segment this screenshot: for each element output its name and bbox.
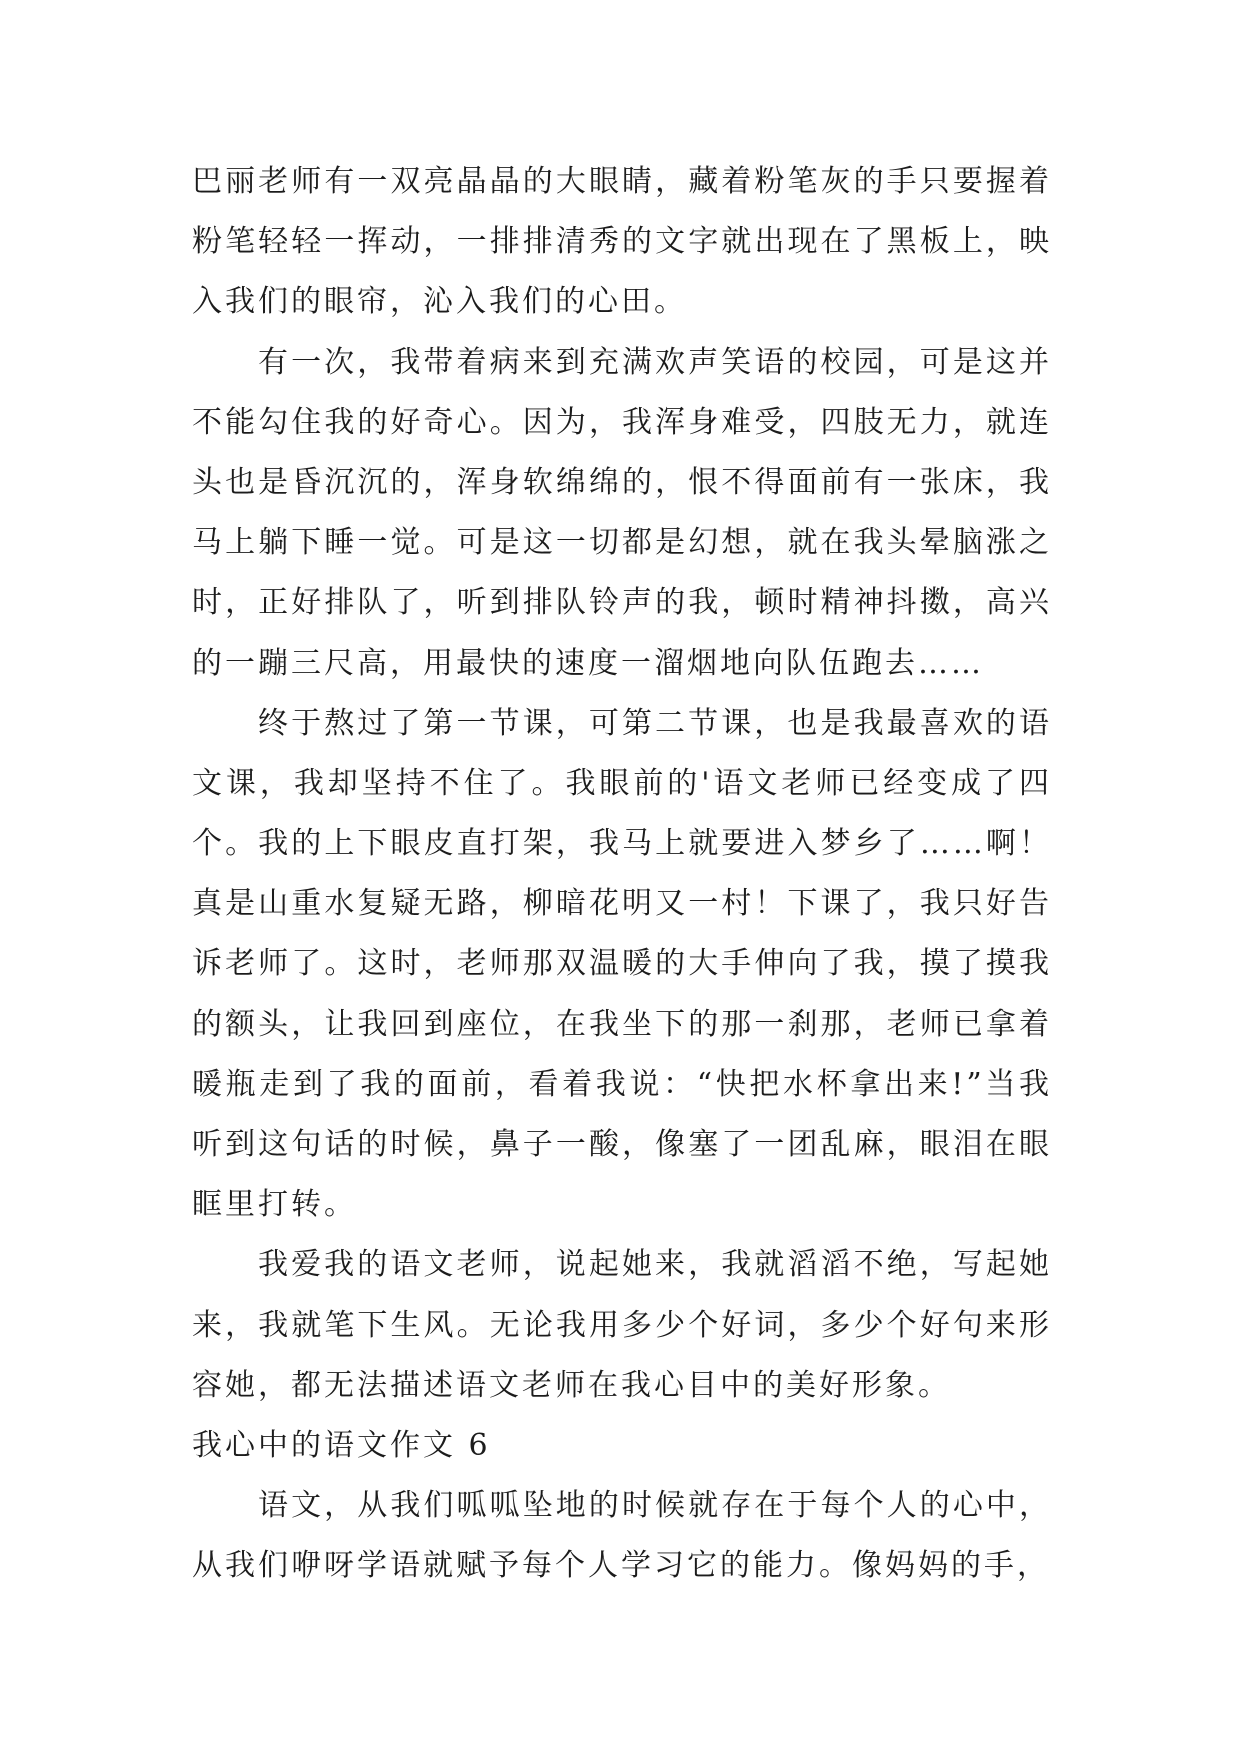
text-line: 粉笔轻轻一挥动，一排排清秀的文字就出现在了黑板上，映 [192, 224, 1052, 260]
document-body [192, 152, 1072, 1597]
text-line: 马上躺下睡一觉。可是这一切都是幻想，就在我头晕脑涨之 [192, 525, 1052, 561]
text-line: 容她，都无法描述语文老师在我心目中的美好形象。 [192, 1367, 951, 1403]
text-line: 入我们的眼帘，沁入我们的心田。 [192, 284, 687, 320]
text-line: 时，正好排队了，听到排队铃声的我，顿时精神抖擞，高兴 [192, 585, 1052, 621]
text-line: 的一蹦三尺高，用最快的速度一溜烟地向队伍跑去…… [192, 645, 984, 681]
text-line: 我爱我的语文老师，说起她来，我就滔滔不绝，写起她 [258, 1247, 1052, 1283]
heading-text: 我心中的语文作文 6 [192, 1427, 491, 1463]
text-line: 有一次，我带着病来到充满欢声笑语的校园，可是这并 [258, 344, 1052, 380]
paragraph [192, 152, 1072, 333]
paragraph [192, 333, 1072, 694]
text-line: 语文，从我们呱呱坠地的时候就存在于每个人的心中， [258, 1488, 1052, 1524]
text-line: 文课，我却坚持不住了。我眼前的'语文老师已经变成了四 [192, 765, 1052, 801]
text-line: 巴丽老师有一双亮晶晶的大眼睛，藏着粉笔灰的手只要握着 [192, 164, 1052, 199]
text-line: 个。我的上下眼皮直打架，我马上就要进入梦乡了……啊！ [192, 826, 1052, 862]
text-line: 诉老师了。这时，老师那双温暖的大手伸向了我，摸了摸我 [192, 946, 1052, 982]
text-line: 暖瓶走到了我的面前，看着我说：“快把水杯拿出来!”当我 [192, 1066, 1052, 1102]
text-line: 听到这句话的时候，鼻子一酸，像塞了一团乱麻，眼泪在眼 [192, 1127, 1052, 1162]
paragraph [192, 1235, 1072, 1416]
text-line: 来，我就笔下生风。无论我用多少个好词，多少个好句来形 [192, 1307, 1052, 1343]
text-line: 从我们咿呀学语就赋予每个人学习它的能力。像妈妈的手， [192, 1548, 1050, 1584]
text-line: 真是山重水复疑无路，柳暗花明又一村！下课了，我只好告 [192, 886, 1052, 922]
text-line: 不能勾住我的好奇心。因为，我浑身难受，四肢无力，就连 [192, 404, 1052, 440]
paragraph [192, 1476, 1072, 1596]
paragraph [192, 694, 1072, 1236]
section-heading [192, 1416, 1072, 1476]
text-line: 终于熬过了第一节课，可第二节课，也是我最喜欢的语 [258, 705, 1052, 741]
text-line: 眶里打转。 [192, 1187, 357, 1223]
text-line: 头也是昏沉沉的，浑身软绵绵的，恨不得面前有一张床，我 [192, 464, 1052, 500]
text-line: 的额头，让我回到座位，在我坐下的那一刹那，老师已拿着 [192, 1006, 1052, 1042]
